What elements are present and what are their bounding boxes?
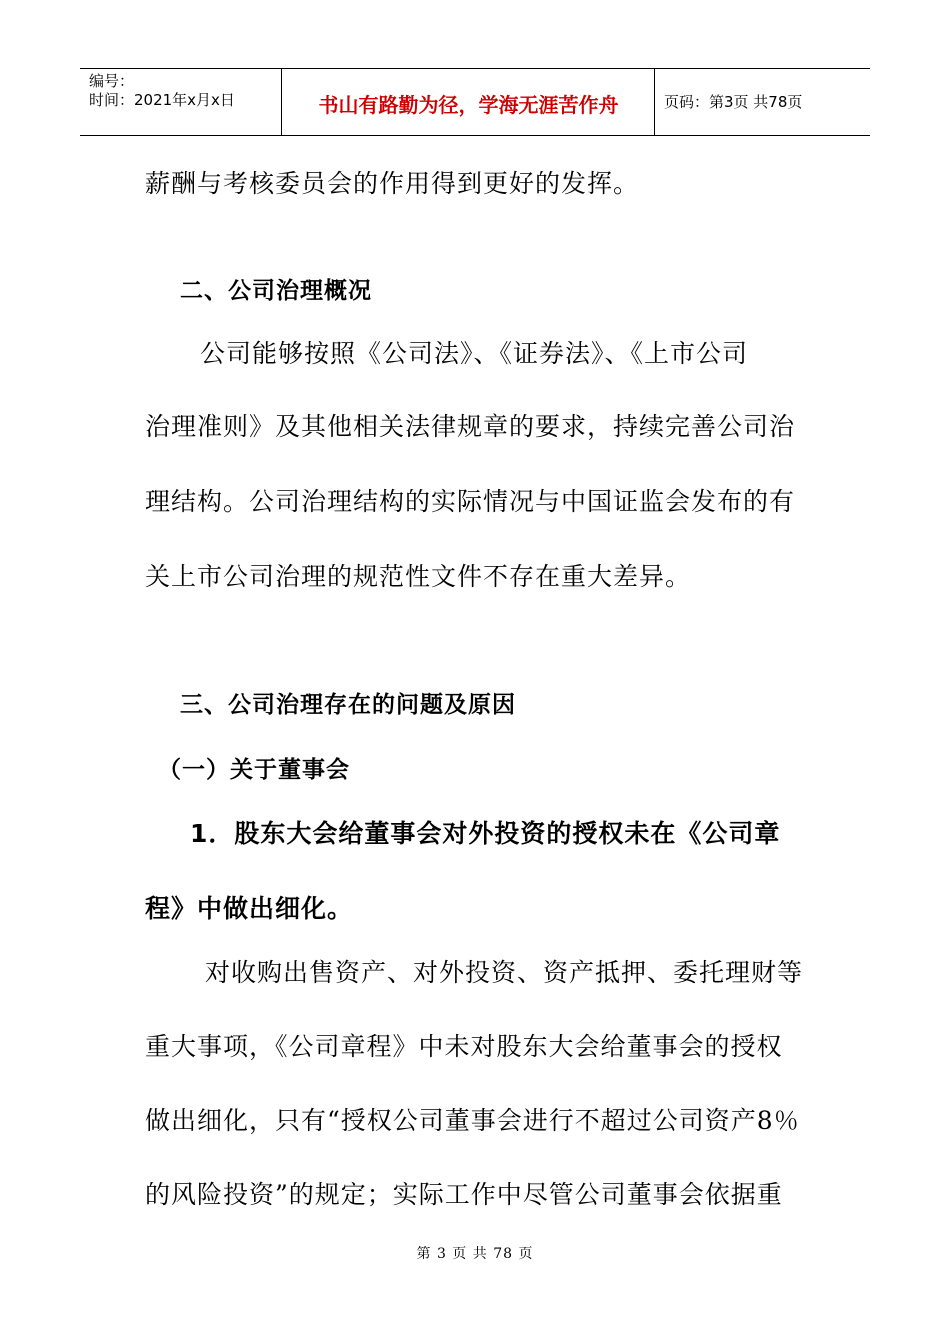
paragraph-line: 做出细化，只有“授权公司董事会进行不超过公司资产8％ <box>145 1106 800 1135</box>
section-heading-3: 三、公司治理存在的问题及原因 <box>180 692 516 718</box>
paragraph-line: 理结构。公司治理结构的实际情况与中国证监会发布的有 <box>145 487 796 516</box>
paragraph-line: 重大事项，《公司章程》中未对股东大会给董事会的授权 <box>145 1032 783 1061</box>
header-page-info: 页码：第3页 共78页 <box>664 93 803 111</box>
header-time: 时间：2021年x月x日 <box>89 91 235 109</box>
section-heading-2: 二、公司治理概况 <box>180 278 372 304</box>
page-footer: 第 3 页 共 78 页 <box>416 1246 534 1262</box>
item-heading-line: 1．股东大会给董事会对外投资的授权未在《公司章 <box>190 819 781 848</box>
paragraph-line: 治理准则》及其他相关法律规章的要求，持续完善公司治 <box>145 412 796 441</box>
header-divider-right <box>654 68 655 135</box>
header-meta <box>89 72 235 110</box>
paragraph-line: 公司能够按照《公司法》、《证券法》、《上市公司 <box>200 339 749 368</box>
subsection-heading: （一）关于董事会 <box>158 757 350 783</box>
paragraph-line: 对收购出售资产、对外投资、资产抵押、委托理财等 <box>205 958 804 987</box>
header-motto: 书山有路勤为径，学海无涯苦作舟 <box>318 93 619 117</box>
header-divider-left <box>281 68 282 135</box>
paragraph-line: 的风险投资”的规定；实际工作中尽管公司董事会依据重 <box>145 1180 783 1209</box>
item-heading-line: 程》中做出细化。 <box>145 894 354 923</box>
body-line: 薪酬与考核委员会的作用得到更好的发挥。 <box>145 169 640 198</box>
header-number: 编号： <box>89 72 135 90</box>
paragraph-line: 关上市公司治理的规范性文件不存在重大差异。 <box>145 562 692 591</box>
